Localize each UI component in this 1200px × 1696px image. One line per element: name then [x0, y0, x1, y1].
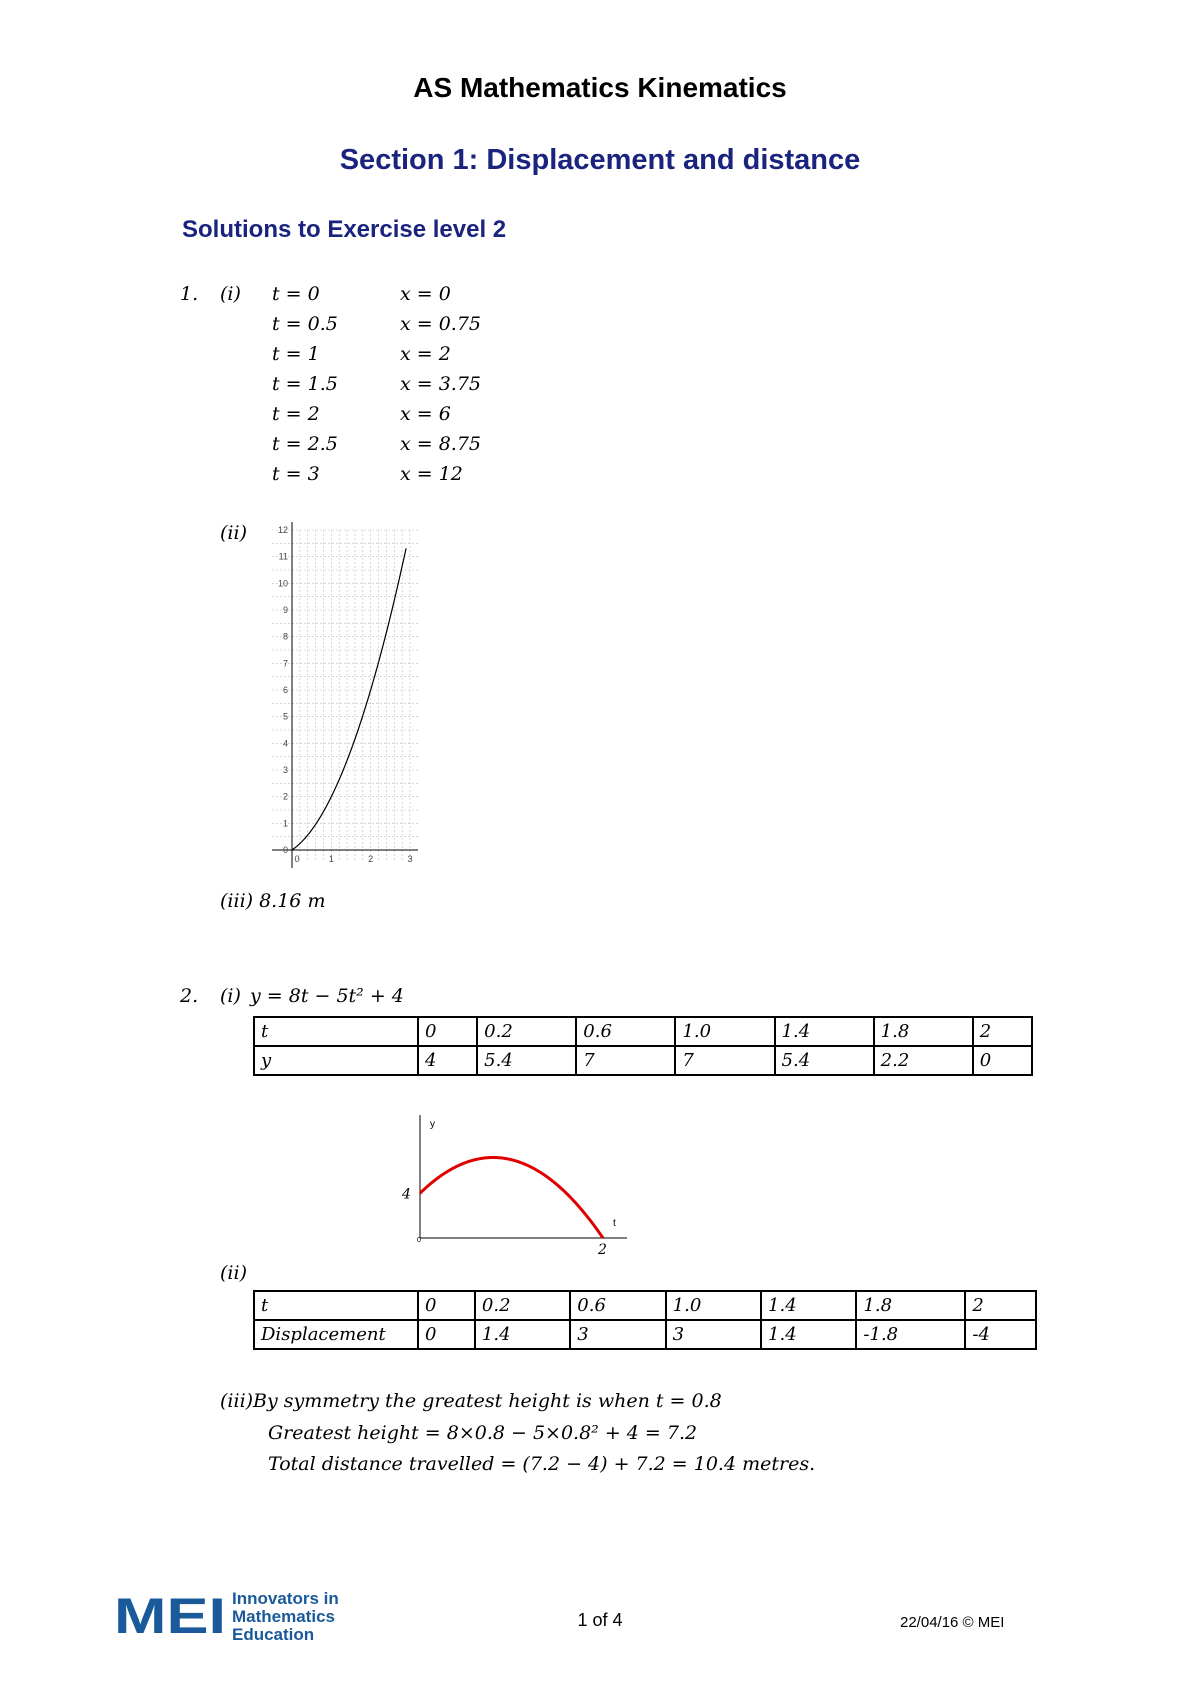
q1-t-value: t = 0.5 [272, 313, 338, 335]
table-cell: t [254, 1017, 418, 1046]
table-cell: 0.2 [475, 1291, 570, 1320]
question-2-number: 2. [180, 985, 199, 1007]
logo-letters: MEI [114, 1593, 226, 1638]
table-cell: 1.4 [775, 1017, 874, 1046]
table-cell: 7 [675, 1046, 774, 1075]
y-tick-label: 0 [282, 845, 288, 855]
table-cell: 3 [666, 1320, 761, 1349]
table-row [254, 1046, 1032, 1075]
y-tick-label: 12 [277, 525, 288, 535]
page-number: 1 of 4 [577, 1610, 623, 1630]
y-tick-label: 1 [282, 818, 288, 829]
document-title: AS Mathematics Kinematics [413, 72, 787, 103]
q1-x-value: x = 6 [400, 403, 451, 425]
table-cell: 0.6 [576, 1017, 675, 1046]
q2-part-ii-label: (ii) [220, 1262, 247, 1284]
q1-x-value: x = 2 [400, 343, 451, 365]
table-cell: 7 [576, 1046, 675, 1075]
q1-x-value: x = 8.75 [400, 433, 482, 455]
x-tick-label: 1 [328, 854, 334, 864]
table-cell: 1.4 [761, 1320, 856, 1349]
table-cell: 0 [418, 1320, 475, 1349]
table-row [254, 1017, 1032, 1046]
section-heading: Section 1: Displacement and distance [339, 144, 861, 176]
q1-part-i-label: (i) [220, 283, 241, 305]
logo-line: Mathematics [232, 1607, 335, 1626]
table-cell: 0 [973, 1046, 1032, 1075]
q1-t-value: t = 2.5 [272, 433, 338, 455]
height-curve [420, 1157, 603, 1238]
table-cell: 1.4 [761, 1291, 856, 1320]
origin-label: 0 [417, 1237, 421, 1244]
q2-greatest-height: Greatest height = 8×0.8 − 5×0.8² + 4 = 7.2 [268, 1422, 698, 1444]
q2-part-iii-text: (iii)By symmetry the greatest height is when t = 0.8 [220, 1390, 722, 1412]
q1-part-iii-answer: (iii) 8.16 m [220, 890, 326, 912]
table-cell: 5.4 [775, 1046, 874, 1075]
x-axis-label: t [613, 1218, 616, 1229]
table-cell: 1.8 [856, 1291, 965, 1320]
logo-line: Education [232, 1625, 315, 1644]
x-tick-label: 3 [407, 854, 413, 864]
table-cell: 1.8 [874, 1017, 973, 1046]
displacement-curve [292, 548, 406, 850]
y-tick-label: 9 [282, 605, 288, 615]
y-tick-label: 8 [282, 631, 288, 642]
x-intercept-label: 2 [597, 1242, 607, 1258]
y-tick-label: 6 [282, 685, 288, 695]
q2-total-distance: Total distance travelled = (7.2 − 4) + 7.2 = 10.4 metres. [268, 1453, 816, 1475]
q1-x-value: x = 0.75 [400, 313, 482, 335]
y-tick-label: 4 [282, 738, 288, 749]
table-cell: 0.2 [477, 1017, 576, 1046]
table-cell: t [254, 1291, 418, 1320]
y-tick-label: 5 [282, 711, 288, 722]
q1-t-value: t = 2 [272, 403, 320, 425]
q1-x-value: x = 0 [400, 283, 451, 305]
y-axis-label: y [430, 1119, 435, 1130]
q1-part-ii-label: (ii) [220, 522, 247, 544]
logo-line: Innovators in [232, 1589, 339, 1608]
table-cell: 0.6 [570, 1291, 665, 1320]
y-tick-label: 11 [278, 551, 288, 562]
q1-t-value: t = 1.5 [272, 373, 338, 395]
table-cell: 5.4 [477, 1046, 576, 1075]
q1-x-value: x = 12 [400, 463, 463, 485]
table-cell: y [254, 1046, 418, 1075]
q1-t-value: t = 3 [272, 463, 320, 485]
table-cell: 1.4 [475, 1320, 570, 1349]
y-tick-label: 7 [282, 658, 288, 669]
q2-values-table [253, 1016, 1033, 1076]
footer-date: 22/04/16 © MEI [900, 1614, 1005, 1631]
q2-part-i-label: (i) [220, 985, 241, 1007]
q1-displacement-graph [260, 515, 430, 875]
question-1-number: 1. [180, 283, 199, 305]
y-tick-label: 10 [277, 578, 288, 589]
q2-displacement-table [253, 1290, 1037, 1350]
table-cell: 1.0 [675, 1017, 774, 1046]
table-cell: 2 [973, 1017, 1032, 1046]
table-cell: -1.8 [856, 1320, 965, 1349]
q2-height-graph [390, 1110, 640, 1260]
y-tick-label: 3 [282, 765, 288, 775]
table-cell: -4 [965, 1320, 1036, 1349]
y-tick-label: 2 [282, 791, 288, 802]
q2-equation: y = 8t − 5t² + 4 [250, 985, 404, 1007]
table-cell: 4 [418, 1046, 477, 1075]
table-cell: 0 [418, 1017, 477, 1046]
y-intercept-label: 4 [402, 1186, 411, 1203]
table-row [254, 1320, 1036, 1349]
table-cell: 3 [570, 1320, 665, 1349]
q1-x-value: x = 3.75 [400, 373, 482, 395]
q1-t-value: t = 0 [272, 283, 320, 305]
table-cell: 2 [965, 1291, 1036, 1320]
table-cell: 2.2 [874, 1046, 973, 1075]
table-cell: 0 [418, 1291, 475, 1320]
table-cell: 1.0 [666, 1291, 761, 1320]
x-tick-label: 0 [294, 854, 300, 864]
exercise-subheading: Solutions to Exercise level 2 [182, 216, 507, 243]
q1-t-value: t = 1 [272, 343, 320, 365]
table-row [254, 1291, 1036, 1320]
x-tick-label: 2 [368, 854, 374, 864]
table-cell: Displacement [254, 1320, 418, 1349]
